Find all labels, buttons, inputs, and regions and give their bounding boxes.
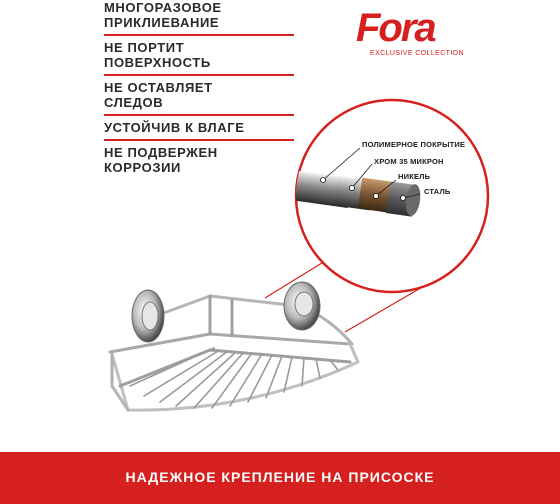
suction-cup-left xyxy=(132,290,164,342)
layer-label-steel: СТАЛЬ xyxy=(424,187,451,196)
suction-cup-right xyxy=(284,282,320,330)
logo-subtitle: EXCLUSIVE COLLECTION xyxy=(370,50,464,57)
feature-line: СЛЕДОВ xyxy=(104,95,164,110)
layer-label-polymer: ПОЛИМЕРНОЕ ПОКРЫТИЕ xyxy=(362,140,466,149)
feature-line: ПОВЕРХНОСТЬ xyxy=(104,55,211,70)
layer-label-chrome: ХРОМ 35 МИКРОН xyxy=(374,157,444,166)
layer-label-nickel: НИКЕЛЬ xyxy=(398,172,431,181)
feature-line: УСТОЙЧИВ К ВЛАГЕ xyxy=(104,120,245,135)
banner-text: НАДЕЖНОЕ КРЕПЛЕНИЕ НА ПРИСОСКЕ xyxy=(125,469,435,485)
magnifier-detail xyxy=(288,100,488,292)
feature-line: МНОГОРАЗОВОЕ xyxy=(104,0,222,15)
feature-line: НЕ ПОДВЕРЖЕН xyxy=(104,145,218,160)
feature-line: ПРИКЛИЕВАНИЕ xyxy=(104,15,220,30)
logo-word: Fora xyxy=(356,6,435,50)
feature-line: НЕ ОСТАВЛЯЕТ xyxy=(104,80,213,95)
feature-line: КОРРОЗИИ xyxy=(104,160,181,175)
feature-line: НЕ ПОРТИТ xyxy=(104,40,185,55)
